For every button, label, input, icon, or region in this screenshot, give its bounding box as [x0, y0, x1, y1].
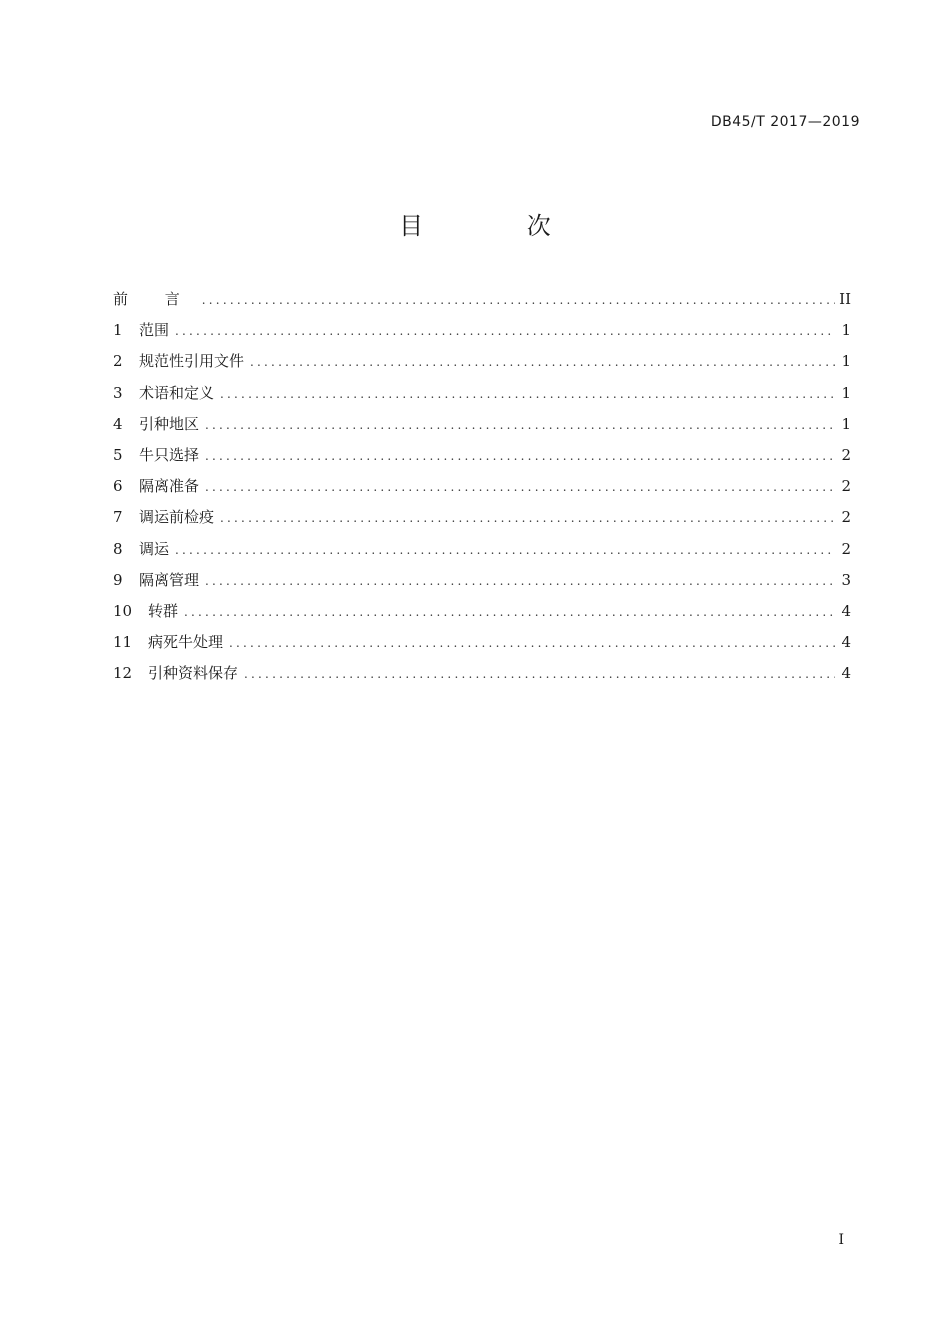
toc-dot-leader — [205, 566, 835, 597]
toc-entry-label: 引种资料保存 — [148, 664, 239, 683]
toc-dot-leader — [205, 472, 835, 503]
toc-entry-number: 12 — [113, 664, 133, 683]
toc-entry-label: 调运前检疫 — [139, 508, 215, 527]
toc-dot-leader — [229, 628, 835, 659]
toc-dot-leader — [220, 503, 835, 534]
toc-entry-label: 前 言 — [113, 290, 196, 308]
toc-entry-page: 1 — [841, 321, 851, 340]
toc-entry-12[interactable] — [113, 658, 851, 689]
toc-entry-page: 2 — [841, 539, 851, 558]
toc-entry-number: 9 — [113, 570, 123, 589]
toc-entry-number: 1 — [113, 321, 123, 340]
toc-dot-leader — [205, 410, 835, 441]
toc-entry-page: 3 — [841, 570, 851, 589]
toc-entry-number: 11 — [113, 633, 133, 652]
toc-entry-label: 引种地区 — [139, 414, 200, 433]
toc-entry-4[interactable] — [113, 409, 851, 440]
page-number: I — [838, 1232, 844, 1248]
toc-entry-5[interactable] — [113, 440, 851, 471]
table-of-contents — [113, 284, 851, 689]
toc-dot-leader — [202, 285, 835, 316]
toc-entry-1[interactable] — [113, 315, 851, 346]
toc-entry-label: 病死牛处理 — [148, 633, 224, 652]
toc-dot-leader — [220, 379, 835, 410]
toc-dot-leader — [205, 441, 835, 472]
toc-entry-label: 范围 — [139, 321, 170, 340]
toc-entry-11[interactable] — [113, 627, 851, 658]
toc-entry-number: 3 — [113, 383, 123, 402]
toc-entry-number: 7 — [113, 508, 123, 527]
toc-entry-label: 术语和定义 — [139, 383, 215, 402]
toc-entry-number: 10 — [113, 601, 133, 620]
toc-entry-2[interactable] — [113, 346, 851, 377]
toc-dot-leader — [244, 659, 835, 690]
toc-entry-number: 2 — [113, 352, 123, 371]
toc-entry-label: 隔离准备 — [139, 477, 200, 496]
toc-entry-label: 牛只选择 — [139, 445, 200, 464]
toc-entry-number: 5 — [113, 445, 123, 464]
toc-entry-number: 4 — [113, 414, 123, 433]
toc-entry-label: 隔离管理 — [139, 570, 200, 589]
toc-entry-page: 4 — [841, 633, 851, 652]
toc-dot-leader — [184, 597, 835, 628]
toc-entry-label: 规范性引用文件 — [139, 352, 245, 371]
toc-entry-number: 8 — [113, 539, 123, 558]
toc-entry-7[interactable] — [113, 502, 851, 533]
toc-entry-page: 4 — [841, 601, 851, 620]
toc-entry-number: 6 — [113, 477, 123, 496]
toc-entry-label: 转群 — [148, 601, 179, 620]
toc-entry-page: 1 — [841, 414, 851, 433]
toc-entry-page: 2 — [841, 477, 851, 496]
toc-entry-9[interactable] — [113, 565, 851, 596]
toc-title: 目 次 — [399, 212, 599, 240]
toc-entry-6[interactable] — [113, 471, 851, 502]
toc-entry-label: 调运 — [139, 539, 170, 558]
document-number: DB45/T 2017—2019 — [710, 114, 860, 130]
toc-entry-page: 4 — [841, 664, 851, 683]
toc-entry-foreword[interactable] — [113, 284, 851, 315]
toc-dot-leader — [250, 347, 835, 378]
toc-entry-page: 1 — [841, 352, 851, 371]
toc-dot-leader — [175, 316, 835, 347]
toc-entry-page: 2 — [841, 445, 851, 464]
toc-entry-8[interactable] — [113, 534, 851, 565]
toc-entry-10[interactable] — [113, 596, 851, 627]
toc-entry-3[interactable] — [113, 378, 851, 409]
toc-entry-page: II — [839, 290, 851, 308]
toc-entry-page: 2 — [841, 508, 851, 527]
toc-entry-page: 1 — [841, 383, 851, 402]
toc-dot-leader — [175, 535, 835, 566]
